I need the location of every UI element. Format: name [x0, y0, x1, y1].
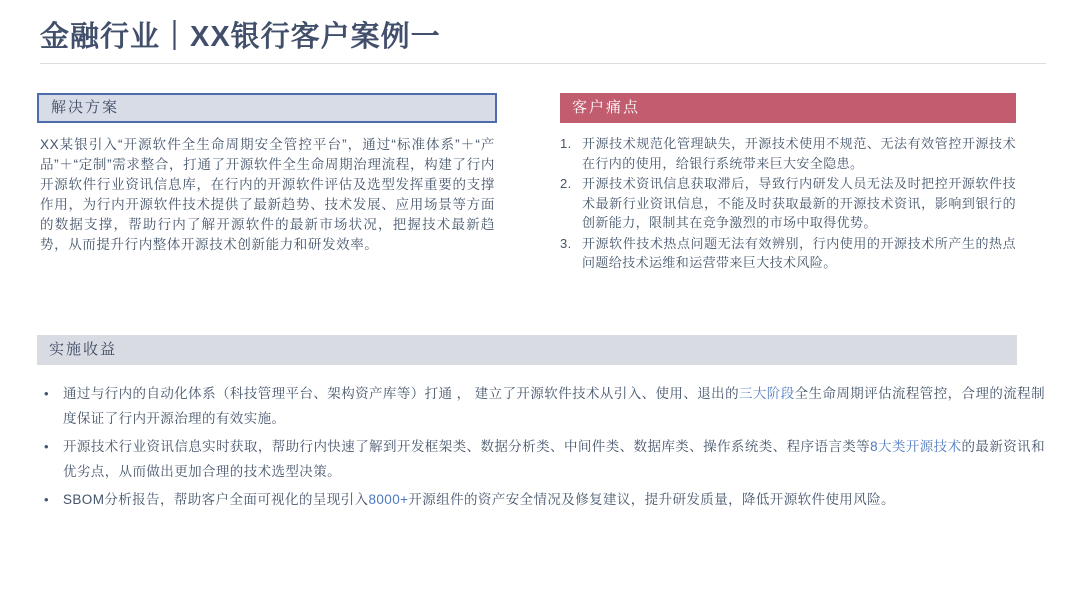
solution-paragraph: XX某银引入“开源软件全生命周期安全管控平台”，通过“标准体系”＋“产品”＋“定制”需求整合，打通了开源软件全生命周期治理流程，构建了行内开源软件行业资讯信息库，在行内的开源软件评估及选型发挥重要的支撑作用，为行内开源软件技术提供了最新趋势、技术发展、应用场景等方面的数据支撑，帮助行内了解开源软件的最新市场状况，把握技术最新趋势，从而提升行内整体开源技术创新能力和研发效率。 [40, 137, 495, 252]
title-divider [40, 63, 1046, 64]
page-title: 金融行业｜XX银行客户案例一 [40, 21, 441, 53]
pain-point-item [560, 174, 1016, 233]
benefit-item [37, 381, 1045, 431]
benefits-section [37, 335, 1045, 515]
benefit-text [63, 386, 1045, 426]
pain-point-item [560, 134, 1016, 173]
benefit-text-segment: 开源技术行业资讯信息实时获取，帮助行内快速了解到开发框架类、数据分析类、中间件类、数据库类、操作系统类、程序语言类等 [63, 439, 871, 454]
highlighted-text: 三大阶段 [738, 386, 795, 401]
benefit-text-segment: SBOM分析报告，帮助客户全面可视化的呈现引入 [63, 492, 369, 507]
benefit-text-segment: 开源组件的资产安全情况及修复建议，提升研发质量，降低开源软件使用风险。 [408, 492, 895, 507]
highlighted-text: 8000+ [368, 492, 409, 507]
solution-section-header [37, 93, 497, 123]
list-number: 1. [560, 136, 572, 151]
pain-point-text: 开源技术规范化管理缺失，开源技术使用不规范、无法有效管控开源技术在行内的使用，给银行系统带来巨大安全隐患。 [582, 136, 1016, 171]
bullet-icon: • [44, 386, 49, 401]
benefits-header-label: 实施收益 [49, 342, 118, 358]
pain-point-text: 开源技术资讯信息获取滞后，导致行内研发人员无法及时把控开源软件技术最新行业资讯信息，不能及时获取最新的开源技术资讯，影响到银行的创新能力，限制其在竞争激烈的市场中取得优势。 [582, 176, 1016, 230]
benefit-text-segment: 全生命周期评估流程管控，合理的流程制度保证了行内开源治理的有效实施。 [63, 386, 1045, 426]
benefit-text-segment: 的最新资讯和优劣点，从而做出更加合理的技术选型决策。 [63, 439, 1045, 479]
painpoints-section [560, 93, 1016, 274]
painpoints-section-header [560, 93, 1016, 123]
highlighted-text: 8大类开源技术 [870, 439, 962, 454]
list-number: 3. [560, 235, 572, 251]
benefits-section-header [37, 335, 1017, 365]
benefit-item [37, 434, 1045, 484]
benefit-text-segment: 通过与行内的自动化体系（科技管理平台、架构资产库等）打通 ， 建立了开源软件技术从引入、使用、退出的 [63, 386, 739, 401]
solution-header-label: 解决方案 [51, 100, 120, 116]
benefit-text [63, 439, 1045, 479]
list-number: 2. [560, 176, 572, 191]
painpoints-list [560, 134, 1016, 273]
benefit-text [63, 492, 895, 507]
painpoints-header-label: 客户痛点 [572, 100, 641, 116]
bullet-icon: • [44, 439, 49, 454]
bullet-icon: • [44, 492, 49, 507]
pain-point-item [560, 234, 1016, 273]
benefits-list [37, 381, 1045, 512]
benefit-item [37, 487, 1045, 512]
solution-section [37, 93, 497, 255]
pain-point-text: 开源软件技术热点问题无法有效辨别，行内使用的开源技术所产生的热点问题给技术运维和运营带来巨大技术风险。 [582, 235, 1016, 270]
